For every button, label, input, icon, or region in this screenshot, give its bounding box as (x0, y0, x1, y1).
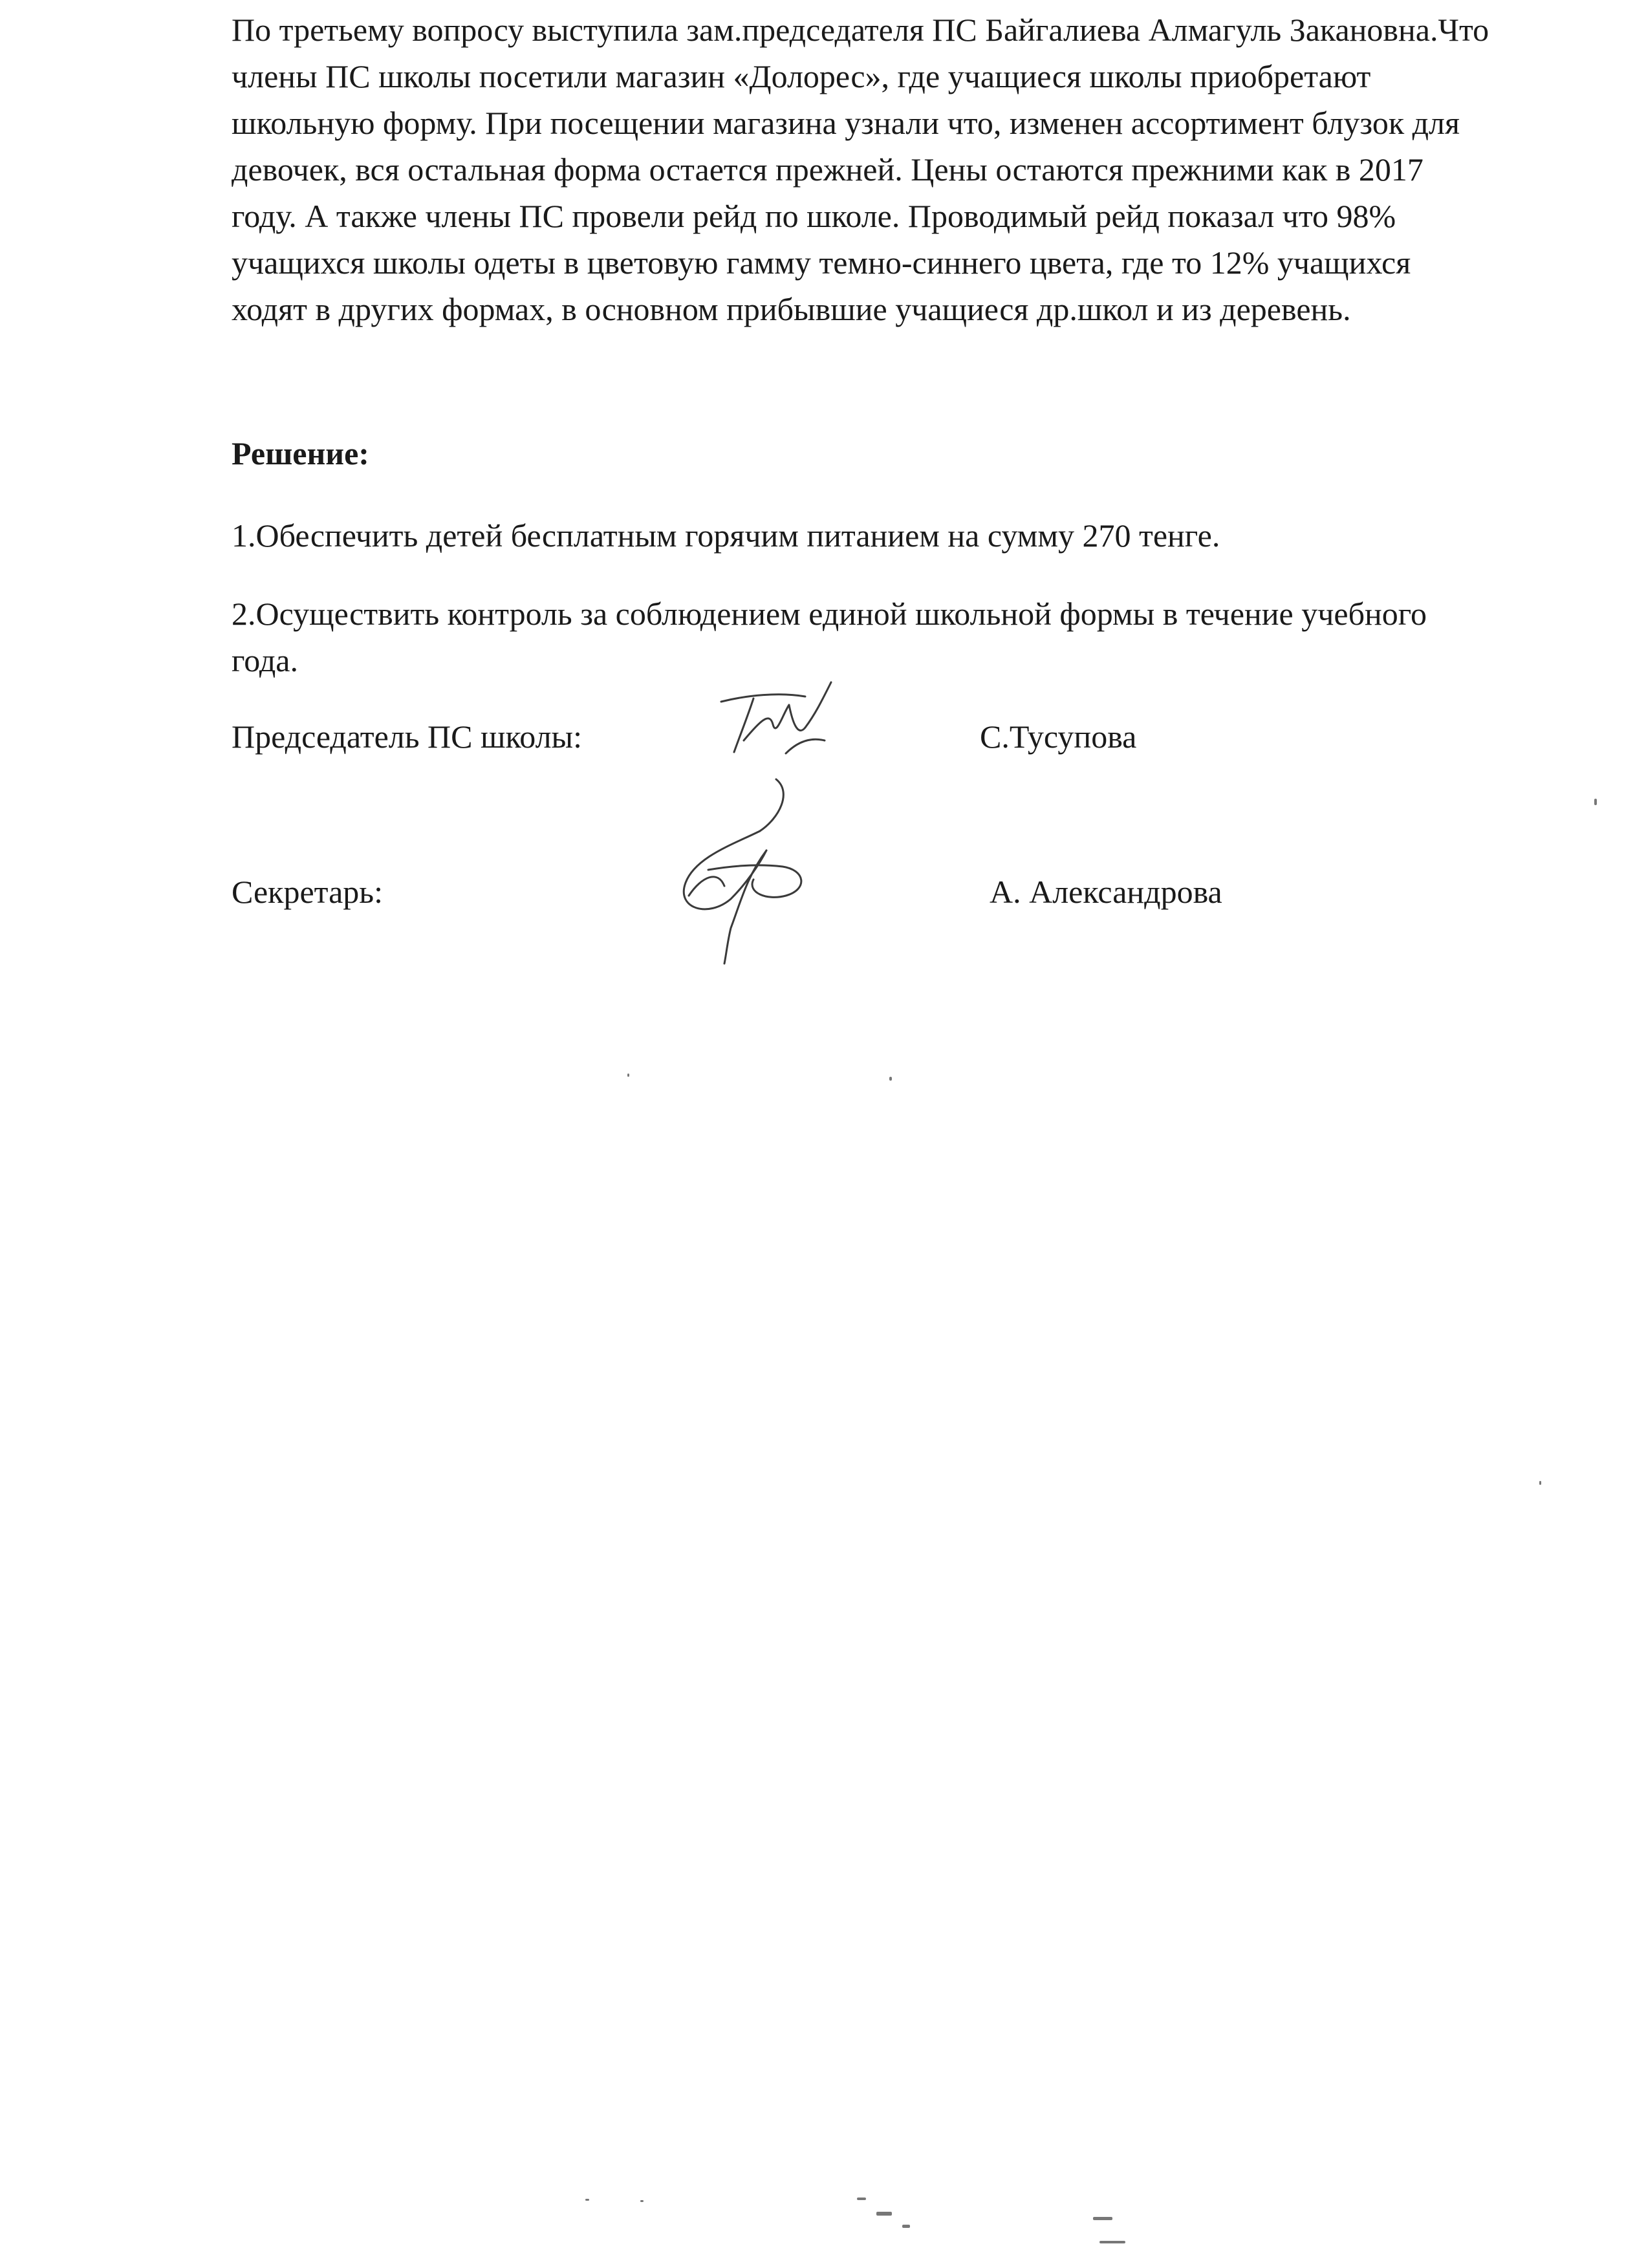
scan-speck (1594, 799, 1597, 805)
decision-item-1: 1.Обеспечить детей бесплатным горячим питанием на сумму 270 тенге. (232, 517, 1220, 554)
scan-speck (1093, 2217, 1112, 2220)
secretary-label: Секретарь: (232, 874, 383, 910)
scan-speck (627, 1074, 629, 1077)
secretary-name: А. Александрова (990, 874, 1222, 910)
scan-speck (640, 2200, 644, 2202)
chairman-signature (708, 676, 838, 760)
scan-speck (1099, 2241, 1125, 2243)
decision-item-2: 2.Осуществить контроль за соблюдением единой школьной формы в течение учебного года. (232, 596, 1427, 678)
chairman-label: Председатель ПС школы: (232, 718, 583, 755)
secretary-signature (669, 773, 825, 967)
scan-speck (857, 2198, 866, 2200)
third-question-paragraph: По третьему вопросу выступила зам.председателя ПС Байгалиева Алмагуль Закановна.Что члены ПС школы посетили магазин «Долорес», где учащиеся школы приобретают школьную форму. При посещении магазина узнали что, изменен ассортимент блузок для девочек, вся остальная форма остается прежней. Цены остаются прежними как в 2017 году. А также члены ПС провели рейд по школе. Проводимый рейд показал что 98% учащихся школы одеты в цветовую гамму темно-синнего цвета, где то 12% учащихся ходят в других формах, в основном прибывшие учащиеся др.школ и из деревень. (232, 12, 1489, 327)
scan-speck (585, 2199, 589, 2201)
chairman-name: С.Тусупова (980, 718, 1137, 755)
scan-speck (876, 2212, 892, 2216)
scan-speck (889, 1077, 892, 1081)
scan-speck (1539, 1481, 1541, 1485)
decision-heading: Решение: (232, 435, 369, 471)
scan-speck (902, 2225, 910, 2228)
